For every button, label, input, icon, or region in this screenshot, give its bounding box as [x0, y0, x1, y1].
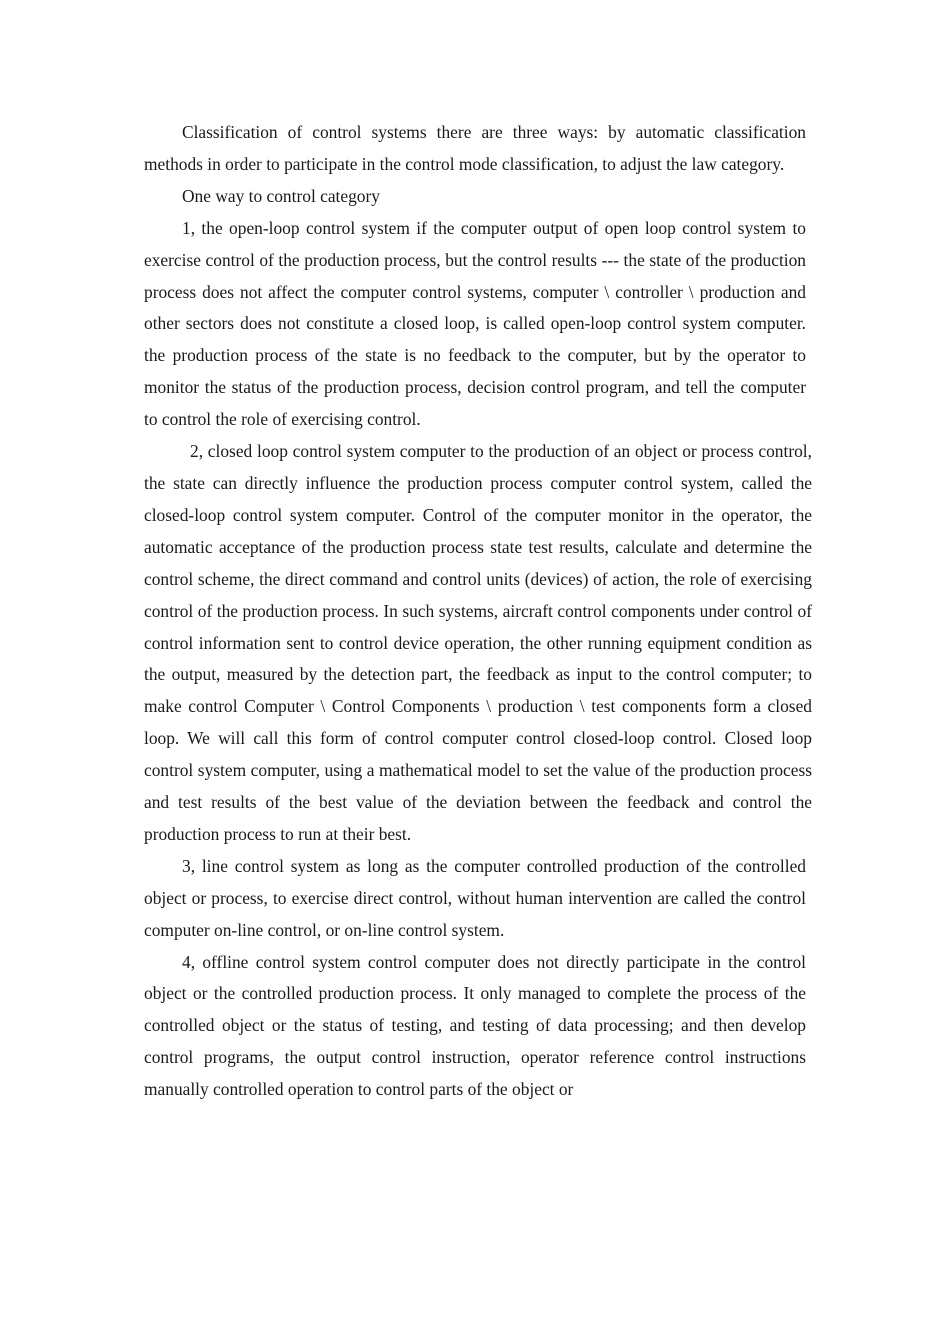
- document-page: [144, 117, 812, 1106]
- paragraph-intro: Classification of control systems there are three ways: by automatic classification methods in order to participate in the control mode classification, to adjust the law category.: [144, 122, 806, 174]
- paragraph-line-control: 3, line control system as long as the computer controlled production of the controlled object or process, to exercise direct control, without human intervention are called the control computer on-line control, or on-line control system.: [144, 855, 806, 940]
- paragraph-section-heading: One way to control category: [182, 185, 380, 206]
- paragraph-open-loop: 1, the open-loop control system if the computer output of open loop control system to exercise control of the production process, but the control results --- the state of the production process does not affect the computer control systems, computer \ controller \ production and other sectors does not constitute a closed loop, is called open-loop control system computer. the production process of the state is no feedback to the computer, but by the operator to monitor the status of the production process, decision control program, and tell the computer to control the role of exercising control.: [144, 217, 806, 430]
- paragraph-offline-control: 4, offline control system control computer does not directly participate in the control object or the controlled production process. It only managed to complete the process of the controlled object or the status of testing, and testing of data processing; and then develop control programs, the output control instruction, operator reference control instructions manually controlled operation to control parts of the object or: [144, 951, 806, 1100]
- paragraph-closed-loop: 2, closed loop control system computer to the production of an object or process control, the state can directly influence the production process computer control system, called the closed-loop control system computer. Control of the computer monitor in the operator, the automatic acceptance of the production process state test results, calculate and determine the control scheme, the direct command and control units (devices) of action, the role of exercising control of the production process. In such systems, aircraft control components under control of control information sent to control device operation, the other running equipment condition as the output, measured by the detection part, the feedback as input to the control computer; to make control Computer \ Control Components \ production \ test components form a closed loop. We will call this form of control computer control closed-loop control. Closed loop control system computer, using a mathematical model to set the value of the production process and test results of the best value of the deviation between the feedback and control the production process to run at their best.: [144, 441, 812, 844]
